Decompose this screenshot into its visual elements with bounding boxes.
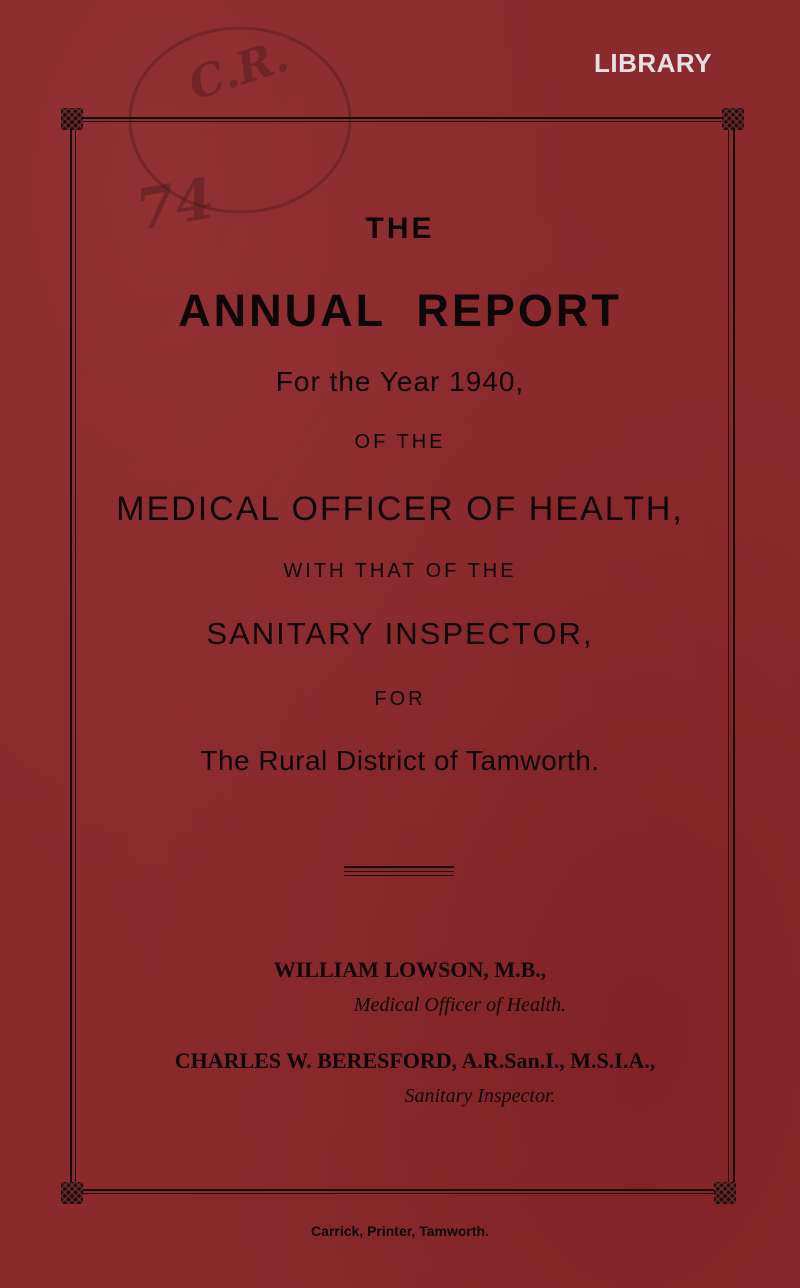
corner-ornament-icon <box>61 108 83 130</box>
for-line: FOR <box>374 688 426 710</box>
medical-officer-line: MEDICAL OFFICER OF HEALTH, <box>116 490 684 528</box>
title-the: THE <box>365 212 435 245</box>
library-stamp-label: LIBRARY <box>594 48 713 78</box>
handwritten-note: C.R. <box>182 30 295 111</box>
svg-text:74: 74 <box>130 165 220 244</box>
district-line: The Rural District of Tamworth. <box>200 745 600 776</box>
signatory-role: Medical Officer of Health. <box>353 994 567 1016</box>
with-that-line: WITH THAT OF THE <box>283 560 517 582</box>
sanitary-inspector-line: SANITARY INSPECTOR, <box>206 616 594 651</box>
signatory-role: Sanitary Inspector. <box>404 1085 556 1107</box>
corner-ornament-icon <box>61 1182 83 1204</box>
corner-ornament-icon <box>722 108 744 130</box>
printer-imprint: Carrick, Printer, Tamworth. <box>311 1223 489 1239</box>
corner-ornament-icon <box>714 1182 736 1204</box>
signatory-name: WILLIAM LOWSON, M.B., <box>273 957 547 982</box>
year-line: For the Year 1940, <box>275 366 525 397</box>
of-the-line: OF THE <box>354 431 446 453</box>
signatory-name: CHARLES W. BERESFORD, A.R.San.I., M.S.I.A., <box>174 1048 656 1073</box>
title-annual-report: ANNUAL REPORT <box>178 285 622 336</box>
